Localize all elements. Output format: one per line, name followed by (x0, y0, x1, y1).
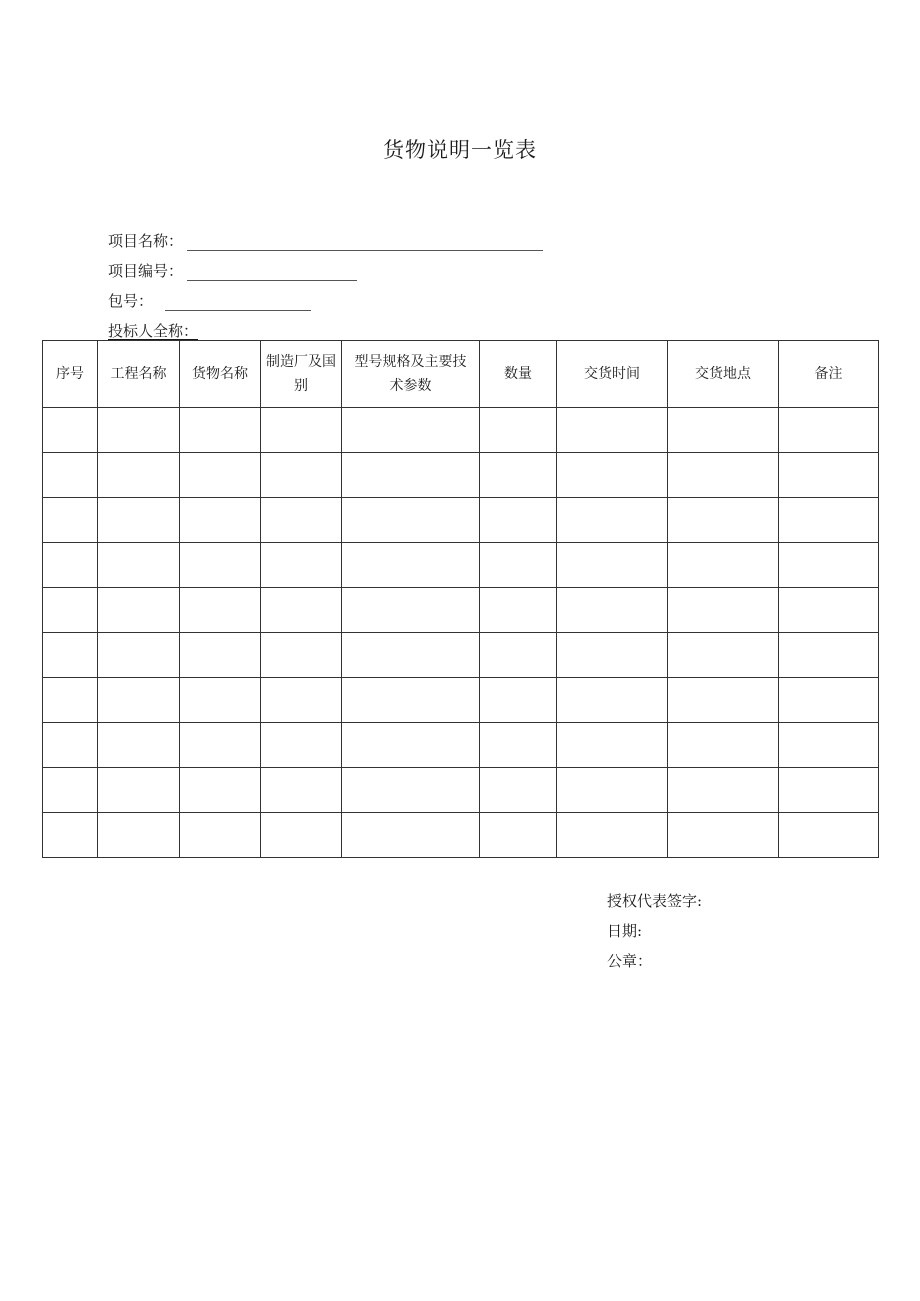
table-cell[interactable] (342, 498, 480, 543)
table-cell[interactable] (98, 498, 180, 543)
column-header: 交货地点 (668, 341, 779, 408)
table-cell[interactable] (98, 813, 180, 858)
table-cell[interactable] (98, 678, 180, 723)
table-cell[interactable] (342, 768, 480, 813)
table-cell[interactable] (779, 633, 879, 678)
table-cell[interactable] (261, 543, 342, 588)
project-name-field (108, 230, 543, 251)
table-cell[interactable] (261, 723, 342, 768)
table-cell[interactable] (668, 723, 779, 768)
table-cell[interactable] (43, 678, 98, 723)
table-cell[interactable] (43, 633, 98, 678)
table-cell[interactable] (668, 453, 779, 498)
table-cell[interactable] (557, 768, 668, 813)
table-cell[interactable] (557, 408, 668, 453)
goods-table (42, 340, 879, 858)
table-cell[interactable] (180, 633, 261, 678)
table-cell[interactable] (779, 453, 879, 498)
table-cell[interactable] (98, 453, 180, 498)
table-cell[interactable] (342, 588, 480, 633)
column-header: 交货时间 (557, 341, 668, 408)
table-cell[interactable] (261, 813, 342, 858)
table-cell[interactable] (557, 678, 668, 723)
column-header: 制造厂及国别 (261, 341, 342, 408)
table-cell[interactable] (261, 498, 342, 543)
table-cell[interactable] (480, 498, 557, 543)
table-row (43, 678, 879, 723)
table-cell[interactable] (98, 723, 180, 768)
table-cell[interactable] (261, 768, 342, 813)
table-cell[interactable] (557, 453, 668, 498)
table-cell[interactable] (43, 543, 98, 588)
date-label: 日期: (607, 922, 643, 940)
column-header: 工程名称 (98, 341, 180, 408)
table-cell[interactable] (557, 633, 668, 678)
table-cell[interactable] (261, 678, 342, 723)
table-cell[interactable] (261, 588, 342, 633)
table-cell[interactable] (779, 543, 879, 588)
table-cell[interactable] (557, 723, 668, 768)
table-cell[interactable] (480, 633, 557, 678)
table-row (43, 588, 879, 633)
table-cell[interactable] (480, 813, 557, 858)
table-cell[interactable] (43, 813, 98, 858)
table-cell[interactable] (557, 588, 668, 633)
table-cell[interactable] (261, 633, 342, 678)
table-cell[interactable] (43, 588, 98, 633)
package-number-field (108, 290, 311, 311)
table-cell[interactable] (480, 588, 557, 633)
table-cell[interactable] (668, 768, 779, 813)
table-cell[interactable] (180, 678, 261, 723)
table-cell[interactable] (779, 498, 879, 543)
table-cell[interactable] (180, 498, 261, 543)
table-cell[interactable] (342, 678, 480, 723)
table-cell[interactable] (98, 633, 180, 678)
table-cell[interactable] (668, 633, 779, 678)
table-row (43, 813, 879, 858)
project-name-label: 项目名称： (108, 232, 184, 250)
table-cell[interactable] (480, 453, 557, 498)
table-cell[interactable] (98, 588, 180, 633)
bidder-name-label: 投标人全称： (108, 322, 199, 340)
table-cell[interactable] (342, 453, 480, 498)
column-header: 序号 (43, 341, 98, 408)
bidder-name-blank[interactable] (198, 326, 212, 341)
table-cell[interactable] (779, 768, 879, 813)
project-number-blank[interactable] (187, 266, 357, 281)
table-cell[interactable] (480, 543, 557, 588)
table-cell[interactable] (779, 678, 879, 723)
table-cell[interactable] (342, 543, 480, 588)
table-cell[interactable] (342, 813, 480, 858)
table-cell[interactable] (557, 813, 668, 858)
table-cell[interactable] (557, 498, 668, 543)
table-cell[interactable] (261, 408, 342, 453)
table-row (43, 768, 879, 813)
project-number-label: 项目编号： (108, 262, 184, 280)
page-title: 货物说明一览表 (383, 138, 537, 162)
table-cell[interactable] (668, 498, 779, 543)
project-number-field (108, 260, 357, 281)
table-row (43, 633, 879, 678)
bidder-name-field (108, 320, 212, 341)
column-header: 型号规格及主要技术参数 (342, 341, 480, 408)
table-cell[interactable] (98, 543, 180, 588)
table-row (43, 498, 879, 543)
table-cell[interactable] (98, 768, 180, 813)
table-cell[interactable] (180, 588, 261, 633)
authorized-signature-label: 授权代表签字: (607, 892, 703, 910)
table-cell[interactable] (180, 813, 261, 858)
table-cell[interactable] (261, 453, 342, 498)
table-row (43, 453, 879, 498)
table-cell[interactable] (480, 408, 557, 453)
table-cell[interactable] (180, 768, 261, 813)
table-cell[interactable] (668, 408, 779, 453)
table-cell[interactable] (779, 588, 879, 633)
table-cell[interactable] (668, 813, 779, 858)
package-number-label: 包号： (108, 292, 154, 310)
table-cell[interactable] (779, 813, 879, 858)
table-cell[interactable] (779, 723, 879, 768)
project-name-blank[interactable] (187, 236, 543, 251)
table-cell[interactable] (342, 408, 480, 453)
table-cell[interactable] (180, 408, 261, 453)
table-header-row (43, 341, 879, 408)
table-row (43, 543, 879, 588)
table-cell[interactable] (180, 543, 261, 588)
table-row (43, 723, 879, 768)
column-header: 数量 (480, 341, 557, 408)
table-row (43, 408, 879, 453)
table-cell[interactable] (342, 723, 480, 768)
table-cell[interactable] (480, 723, 557, 768)
table-cell[interactable] (779, 408, 879, 453)
table-cell[interactable] (43, 408, 98, 453)
seal-label: 公章： (607, 952, 653, 970)
table-cell[interactable] (668, 678, 779, 723)
table-cell[interactable] (180, 723, 261, 768)
table-cell[interactable] (557, 543, 668, 588)
table-cell[interactable] (668, 543, 779, 588)
table-cell[interactable] (480, 768, 557, 813)
table-cell[interactable] (668, 588, 779, 633)
table-cell[interactable] (43, 453, 98, 498)
table-cell[interactable] (98, 408, 180, 453)
table-cell[interactable] (180, 453, 261, 498)
column-header: 货物名称 (180, 341, 261, 408)
table-cell[interactable] (43, 768, 98, 813)
table-cell[interactable] (43, 723, 98, 768)
column-header: 备注 (779, 341, 879, 408)
table-cell[interactable] (480, 678, 557, 723)
table-cell[interactable] (43, 498, 98, 543)
package-number-blank[interactable] (165, 296, 311, 311)
table-cell[interactable] (342, 633, 480, 678)
